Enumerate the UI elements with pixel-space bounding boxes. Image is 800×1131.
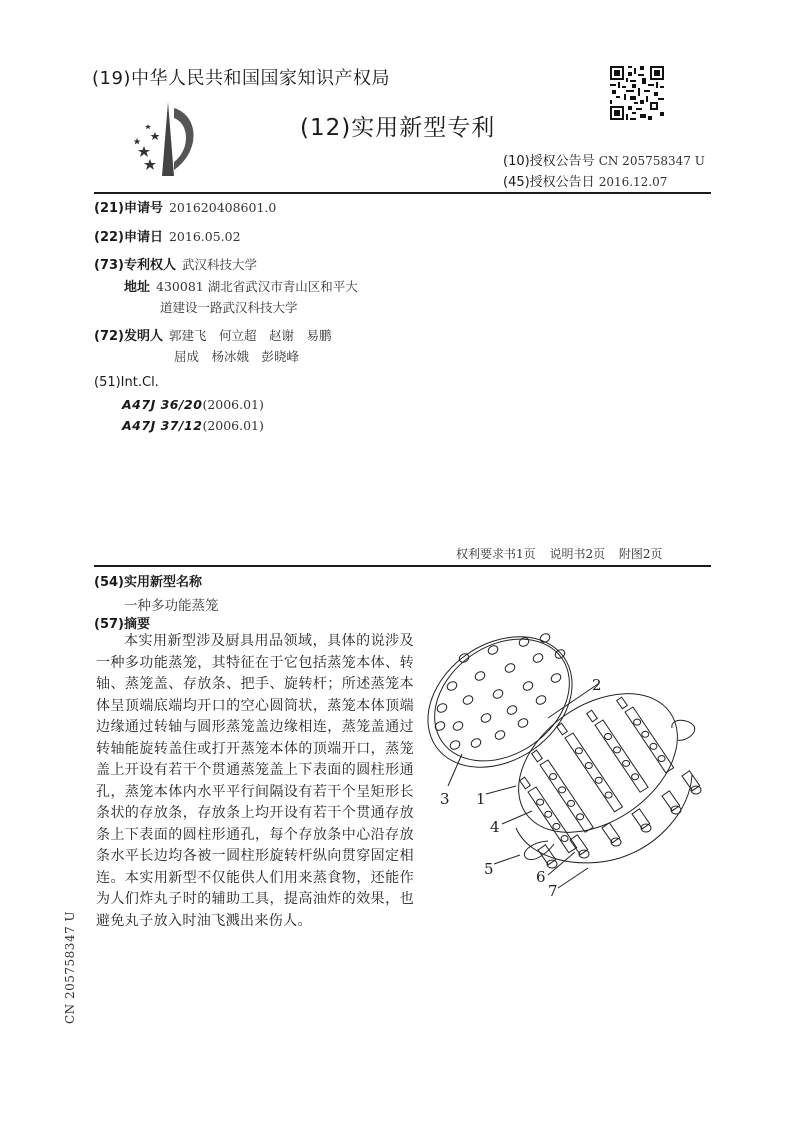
inventors-row [94, 325, 332, 344]
rod-end [532, 750, 543, 762]
strip-hole [561, 836, 568, 842]
utility-model-title: 一种多功能蒸笼 [124, 598, 219, 614]
header-divider [94, 192, 711, 194]
rotating-rod [602, 823, 621, 846]
numeral-6: 6 [536, 868, 546, 886]
strip-hole [559, 787, 566, 793]
strip-hole [614, 747, 621, 753]
strip-hole [585, 763, 592, 769]
strip-hole [568, 800, 575, 806]
abstract-label-text: (57)摘要 [94, 617, 150, 632]
strip-hole [650, 743, 657, 749]
patent-type-title: (12)实用新型专利 [300, 115, 496, 141]
qr-code [610, 66, 664, 120]
numeral-5: 5 [484, 860, 494, 878]
numeral-7: 7 [548, 882, 558, 900]
cnipa-logo [128, 96, 198, 178]
lid-hole [517, 717, 530, 729]
lid-hole [480, 712, 493, 724]
ipc-entry [122, 397, 264, 412]
rotating-rod [570, 835, 589, 858]
address-label: 地址 [124, 280, 151, 295]
publication-date: 2016.12.07 [598, 175, 668, 189]
int-cl-text: (51)Int.Cl. [94, 375, 159, 390]
lid-hole [506, 704, 519, 716]
logo-pillar [162, 102, 174, 176]
publication-number-label: (10)授权公告号 [503, 154, 595, 169]
page-counts: 权利要求书1页 说明书2页 附图2页 [456, 547, 663, 561]
star-icon [134, 124, 160, 170]
ipc-code: A47J 37/12 [122, 418, 203, 433]
publication-date-label: (45)授权公告日 [503, 175, 595, 190]
rod-end [617, 697, 628, 709]
storage-strip [520, 777, 577, 852]
application-number-row [94, 197, 276, 216]
lid-hole [522, 680, 535, 692]
patent-figure [420, 600, 720, 900]
lid-hole [535, 694, 548, 706]
logo-arc [174, 108, 194, 170]
filing-date: 2016.05.02 [168, 229, 241, 244]
publication-number: CN 205758347 U [598, 154, 705, 168]
lid-hole [504, 662, 517, 674]
address-row [124, 276, 358, 295]
storage-strip [532, 750, 593, 832]
strip-hole [605, 733, 612, 739]
lid-hole [532, 652, 545, 664]
lid-hole [474, 670, 487, 682]
filing-date-label: (22)申请日 [94, 230, 163, 245]
ipc-code: A47J 36/20 [122, 397, 203, 412]
lid-hole [449, 739, 462, 751]
lid-hole [494, 729, 507, 741]
lid-hole [436, 702, 449, 714]
patentee-row [94, 254, 257, 273]
application-number-label: (21)申请号 [94, 201, 163, 216]
abstract-text: 本实用新型涉及厨具用品领域，具体的说涉及一种多功能蒸笼，其特征在于它包括蒸笼本体、转轴、蒸笼盖、存放条、把手、旋转杆；所述蒸笼本体呈顶端底端均开口的空心圆筒状，蒸笼本体顶端边缘通过转轴与圆形蒸笼盖边缘相连，蒸笼盖通过转轴能旋转盖住或打开蒸笼本体的顶端开口，蒸笼盖上开设有若干个贯通蒸笼盖上下表面的圆柱形通孔，蒸笼本体内水平平行间隔设有若干个呈矩形长条状的存放条，存放条上均开设有若干个贯通存放条上下表面的圆柱形通孔，每个存放条中心沿存放条水平长边均各被一圆柱形旋转杆纵向贯穿固定相连。本实用新型不仅能供人们用来蒸食物，还能作为人们炸丸子时的辅助工具，提高油炸的效果，也避免丸子放入时油飞溅出来伤人。 [96, 633, 414, 929]
strip-hole [575, 748, 582, 754]
numeral-3: 3 [440, 790, 450, 808]
storage-strip [587, 710, 648, 792]
strip-hole [537, 799, 544, 805]
lid-hole [446, 680, 459, 692]
numeral-4: 4 [490, 818, 500, 836]
office-name: (19)中华人民共和国国家知识产权局 [92, 68, 390, 89]
storage-strip [557, 723, 623, 812]
ipc-version: (2006.01) [202, 397, 264, 412]
strip-hole [553, 823, 560, 829]
strip-hole [642, 731, 649, 737]
inventors-line-1: 郭建飞 何立超 赵谢 易鹏 [168, 328, 332, 343]
rod-end [557, 723, 568, 735]
patentee: 武汉科技大学 [181, 257, 257, 272]
storage-strip [617, 697, 674, 772]
strip-hole [595, 777, 602, 783]
rotating-rods [538, 771, 701, 868]
lid-hole [462, 694, 475, 706]
strip-hole [577, 814, 584, 820]
rotating-rod [662, 791, 681, 814]
application-number: 201620408601.0 [168, 200, 277, 215]
address-line-2: 道建设一路武汉科技大学 [160, 300, 298, 315]
section-divider [94, 565, 711, 567]
ipc-entry [122, 418, 264, 433]
address-line-1: 430081 湖北省武汉市青山区和平大 [156, 279, 358, 294]
strip-hole [545, 811, 552, 817]
rotating-rod [632, 809, 651, 832]
lid-hole [518, 636, 531, 648]
numeral-2: 2 [592, 676, 602, 694]
lid-hole [434, 720, 447, 732]
lid-hole [492, 688, 505, 700]
patentee-label: (73)专利权人 [94, 258, 176, 273]
title-label-text: (54)实用新型名称 [94, 575, 202, 590]
int-cl-label [94, 375, 159, 390]
publication-date-row [503, 171, 667, 190]
ipc-version: (2006.01) [202, 418, 264, 433]
lid-hole [470, 737, 483, 749]
rod-end [587, 710, 598, 722]
filing-date-row [94, 226, 241, 245]
lid-hole [452, 720, 465, 732]
strip-hole [550, 773, 557, 779]
inventors-label: (72)发明人 [94, 329, 163, 344]
strip-hole [658, 756, 665, 762]
side-publication-number: CN 205758347 U [63, 910, 77, 1024]
strip-hole [632, 774, 639, 780]
rod-end [520, 777, 531, 789]
publication-number-row [503, 150, 705, 169]
lid-hole [550, 672, 563, 684]
numeral-1: 1 [476, 790, 486, 808]
strip-hole [623, 760, 630, 766]
strip-hole [634, 719, 641, 725]
strip-hole [605, 792, 612, 798]
reference-numerals [440, 676, 602, 900]
abstract-label [94, 613, 150, 632]
utility-model-title-label [94, 571, 202, 590]
inventors-line-2: 屈成 杨冰娥 彭晓峰 [174, 349, 300, 364]
steamer-lid [420, 610, 597, 794]
